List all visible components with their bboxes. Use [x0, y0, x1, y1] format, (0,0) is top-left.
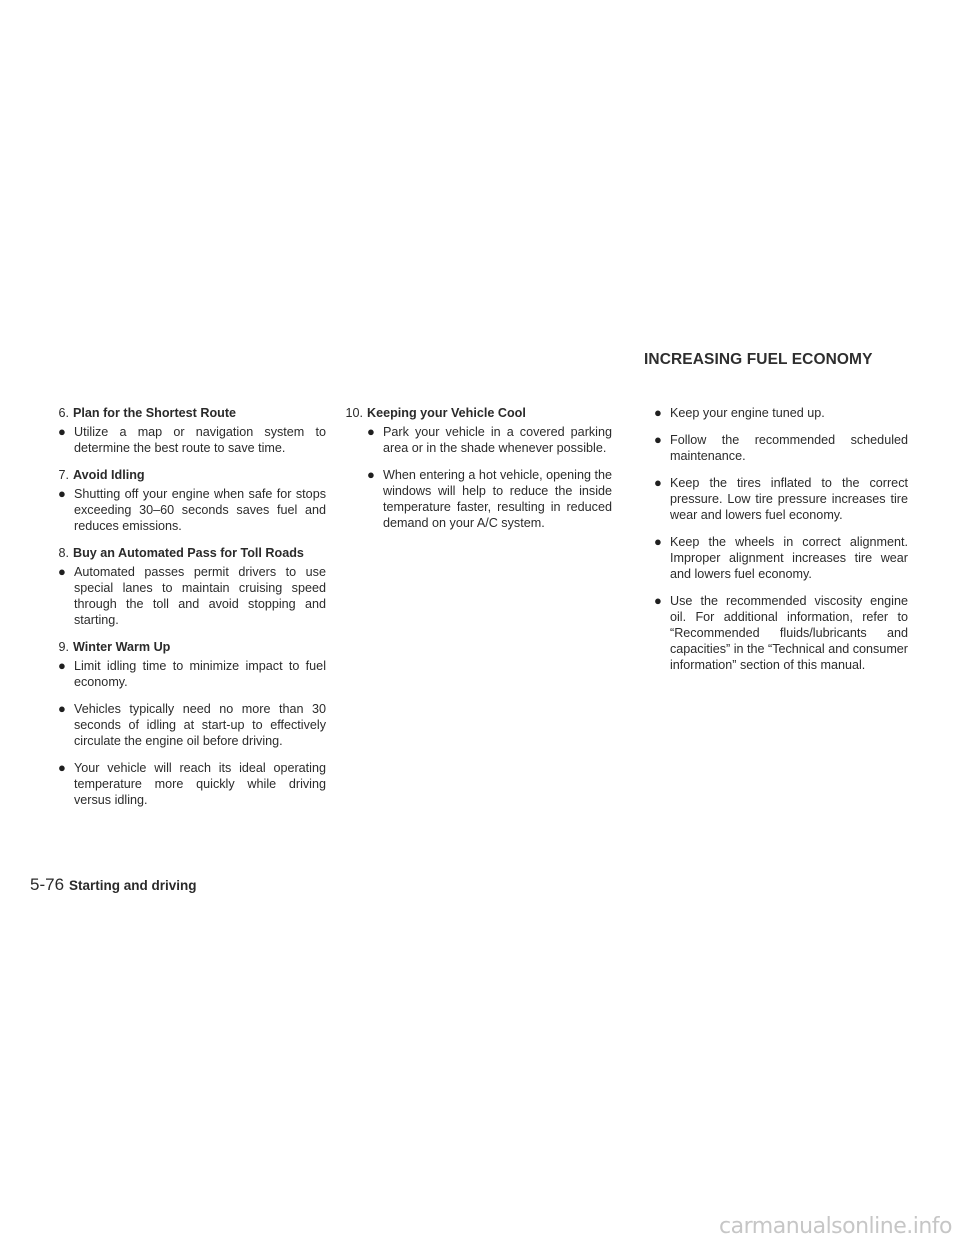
- bullet-text: Limit idling time to minimize impact to fuel economy.: [74, 659, 326, 689]
- bullet-icon: ●: [58, 701, 66, 716]
- bullet-icon: ●: [58, 424, 66, 439]
- bullet-text: Vehicles typically need no more than 30 seconds of idling at start-up to effectively circulate the engine oil before driving.: [74, 702, 326, 748]
- bullet-text: Park your vehicle in a covered parking area or in the shade whenever possible.: [383, 425, 612, 455]
- bullet-icon: ●: [367, 467, 375, 482]
- bullet-icon: ●: [58, 486, 66, 501]
- list-item: [342, 424, 612, 456]
- step-7-heading: [34, 467, 326, 483]
- step-title: Avoid Idling: [73, 468, 145, 482]
- step-title: Buy an Automated Pass for Toll Roads: [73, 546, 304, 560]
- list-item: [636, 475, 908, 523]
- bullet-text: Keep the wheels in correct alignment. Improper alignment increases tire wear and lowers fuel economy.: [670, 535, 908, 581]
- step-title: Plan for the Shortest Route: [73, 406, 237, 420]
- bullet-icon: ●: [654, 534, 662, 549]
- step-number: 10.: [345, 406, 363, 420]
- chapter-name: Starting and driving: [69, 878, 197, 893]
- bullet-text: Automated passes permit drivers to use special lanes to maintain cruising speed through the toll and avoid stopping and starting.: [74, 565, 326, 627]
- bullet-text: Keep your engine tuned up.: [670, 406, 825, 420]
- bullet-text: When entering a hot vehicle, opening the windows will help to reduce the inside temperature faster, resulting in reduced demand on your A/C system.: [383, 468, 612, 530]
- list-item: [34, 658, 326, 690]
- column-1: [34, 405, 326, 819]
- list-item: [34, 424, 326, 456]
- bullet-icon: ●: [58, 564, 66, 579]
- list-item: [34, 760, 326, 808]
- section-title: INCREASING FUEL ECONOMY: [644, 351, 873, 368]
- bullet-text: Utilize a map or navigation system to determine the best route to save time.: [74, 425, 326, 455]
- list-item: [34, 486, 326, 534]
- bullet-text: Follow the recommended scheduled maintenance.: [670, 433, 908, 463]
- step-10-heading: [342, 405, 612, 421]
- list-item: [636, 593, 908, 673]
- bullet-text: Your vehicle will reach its ideal operating temperature more quickly while driving versus idling.: [74, 761, 326, 807]
- list-item: [342, 467, 612, 531]
- step-number: 7.: [58, 468, 69, 482]
- bullet-text: Keep the tires inflated to the correct pressure. Low tire pressure increases tire wear and lowers fuel economy.: [670, 476, 908, 522]
- bullet-icon: ●: [654, 475, 662, 490]
- bullet-icon: ●: [654, 432, 662, 447]
- step-number: 8.: [58, 546, 69, 560]
- step-title: Keeping your Vehicle Cool: [367, 406, 526, 420]
- bullet-text: Use the recommended viscosity engine oil. For additional information, refer to “Recommended fluids/lubricants and capacities” in the “Technical and consumer information” section of this manual.: [670, 594, 909, 672]
- step-title: Winter Warm Up: [73, 640, 171, 654]
- list-item: [636, 534, 908, 582]
- bullet-text: Shutting off your engine when safe for stops exceeding 30–60 seconds saves fuel and reduces emissions.: [74, 487, 326, 533]
- list-item: [34, 701, 326, 749]
- step-number: 6.: [58, 406, 69, 420]
- page-number: 5-76: [30, 875, 65, 894]
- list-item: [34, 564, 326, 628]
- watermark: carmanualsonline.info: [719, 1214, 952, 1239]
- page-footer: [30, 875, 197, 895]
- column-2: [342, 405, 612, 542]
- step-number: 9.: [58, 640, 69, 654]
- bullet-icon: ●: [654, 593, 662, 608]
- column-3: [636, 405, 908, 684]
- bullet-icon: ●: [58, 658, 66, 673]
- list-item: [636, 405, 908, 421]
- step-9-heading: [34, 639, 326, 655]
- list-item: [636, 432, 908, 464]
- step-8-heading: [34, 545, 326, 561]
- bullet-icon: ●: [367, 424, 375, 439]
- bullet-icon: ●: [654, 405, 662, 420]
- bullet-icon: ●: [58, 760, 66, 775]
- step-6-heading: [34, 405, 326, 421]
